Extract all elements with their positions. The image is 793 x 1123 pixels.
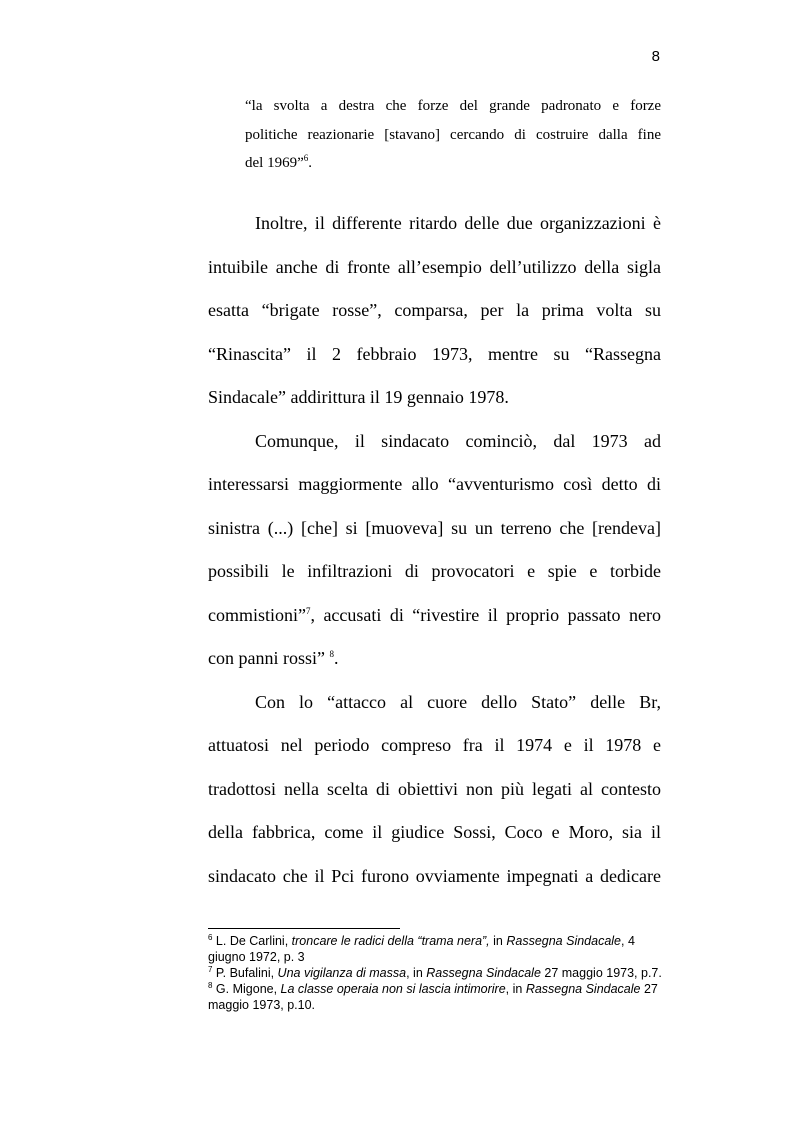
paragraph [208, 420, 661, 681]
footnote-ref: 7 [306, 605, 311, 616]
footnote-source: Rassegna Sindacale [426, 966, 541, 980]
footnote [208, 965, 668, 981]
text-line: sinistra (...) [che] si [muoveva] su un terreno che [rendeva] [208, 517, 661, 538]
footnote-text: 27 maggio 1973, p.7. [540, 966, 662, 980]
footnote-number: 8 [208, 980, 213, 990]
paragraph [208, 202, 661, 420]
footnote-source: Rassegna Sindacale [525, 982, 641, 996]
body-text [208, 202, 661, 898]
footnote-text: , in [505, 982, 526, 996]
text-segment: , accusati di “rivestire il proprio passato nero [310, 604, 661, 625]
text-line: interessarsi maggiormente allo “avventurismo così detto di [208, 474, 661, 494]
text-line: della fabbrica, come il giudice Sossi, Coco e Moro, sia il [208, 822, 661, 842]
text-segment: . [333, 648, 339, 668]
footnote-author: G. Migone, [212, 982, 281, 996]
text-line: esatta “brigate rosse”, comparsa, per la prima volta su [208, 300, 661, 320]
footnote-title: Una vigilanza di massa [277, 966, 407, 980]
text-line: “Rinascita” il 2 febbraio 1973, mentre su “Rassegna [208, 343, 661, 364]
footnote-ref: 8 [329, 649, 334, 659]
text-line: Inoltre, il differente ritardo delle due organizzazioni è [255, 213, 661, 233]
text-line [208, 637, 661, 681]
footnote-text: , in [406, 966, 427, 980]
footnote-author: P. Bufalini, [212, 966, 278, 980]
footnotes [208, 933, 668, 1013]
paragraph [208, 681, 661, 899]
quote-line-text: del 1969” [245, 155, 304, 171]
footnote-author: L. De Carlini, [212, 934, 292, 948]
text-line: sindacato che il Pci furono ovviamente impegnati a dedicare [208, 865, 661, 886]
quote-end: . [308, 155, 312, 171]
text-line: tradottosi nella scelta di obiettivi non più legati al contesto [208, 778, 661, 799]
footnote-text: , 4 giugno 1972, p. 3 [208, 934, 635, 964]
footnote [208, 933, 668, 965]
quote-line: “la svolta a destra che forze del grande padronato e forze [245, 98, 661, 114]
text-line: Sindacale” addirittura il 19 gennaio 1978. [208, 387, 509, 407]
footnote-text: 27 maggio 1973, p.10. [208, 982, 658, 1012]
footnote [208, 981, 668, 1013]
quote-line [245, 149, 661, 178]
text-line: Con lo “attacco al cuore dello Stato” delle Br, [255, 691, 661, 712]
page-number: 8 [651, 48, 660, 65]
text-line: possibili le infiltrazioni di provocatori e spie e torbide [208, 561, 661, 581]
text-line: attuatosi nel periodo compreso fra il 1974 e il 1978 e [208, 735, 661, 755]
text-segment: con panni rossi” [208, 648, 330, 668]
footnote-text: in [489, 934, 507, 948]
text-line [208, 594, 661, 638]
footnote-number: 7 [208, 964, 213, 974]
footnote-title: La classe operaia non si lascia intimorire [280, 982, 506, 996]
footnote-title: troncare le radici della “trama nera”, [291, 934, 490, 948]
footnote-ref: 6 [303, 153, 309, 163]
footnote-number: 6 [208, 932, 213, 942]
footnote-separator [208, 928, 400, 929]
quote-line: politiche reazionarie [stavano] cercando di costruire dalla fine [245, 126, 661, 143]
footnote-source: Rassegna Sindacale [506, 934, 622, 948]
text-segment: commistioni” [208, 604, 306, 625]
text-line: Comunque, il sindacato cominciò, dal 1973 ad [255, 430, 661, 451]
block-quote [245, 92, 661, 178]
text-line: intuibile anche di fronte all’esempio dell’utilizzo della sigla [208, 256, 661, 277]
